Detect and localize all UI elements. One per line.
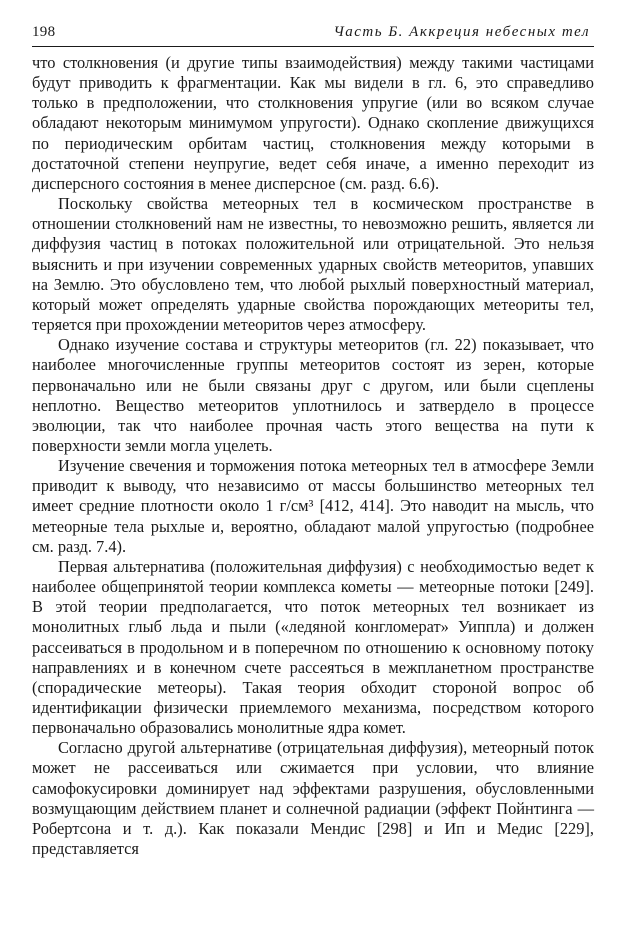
running-title: Часть Б. Аккреция небесных тел — [333, 24, 590, 40]
paragraph-continued: что столкновения (и другие типы взаимодействия) между такими частицами будут приводить к фрагментации. Как мы видели в гл. 6, это справедливо только в предположении, что столкновения упругие (или во всяком случае обладают некоторым минимумом упругости). Однако скопление движущихся по периодическим орбитам частиц, столкновения между которыми в достаточной степени неупругие, ведет себя иначе, а именно переходит из дисперсного состояния в менее дисперсное (см. разд. 6.6). — [32, 53, 594, 193]
paragraph: Первая альтернатива (положительная диффузия) с необходимостью ведет к наиболее общепринятой теории комплекса кометы — метеорные потоки [249]. В этой теории предполагается, что поток метеорных тел возникает из монолитных глыб льда и пыли («ледяной конгломерат» Уиппла) и должен рассеиваться в продольном и в поперечном по отношению к основному потоку направлениях и в конечном счете рассеяться в межпланетном пространстве (спорадические метеоры). Такая теория обходит стороной вопрос об идентификации физически приемлемого механизма, посредством которого первоначально образовались монолитные ядра комет. — [32, 556, 594, 738]
book-page — [32, 22, 594, 859]
paragraph: Изучение свечения и торможения потока метеорных тел в атмосфере Земли приводит к выводу, что независимо от массы большинство метеорных тел имеет средние плотности около 1 г/см³ [412, 414]. Это наводит на мысль, что метеорные тела рыхлые и, вероятно, обладают малой упругостью (подробнее см. разд. 7.4). — [32, 456, 594, 556]
paragraph: Согласно другой альтернативе (отрицательная диффузия), метеорный поток может не рассеиваться или сжимается при условии, что влияние самофокусировки доминирует над эффектами разрушения, обусловленными возмущающим действием планет и солнечной радиации (эффект Пойнтинга — Робертсона и т. д.). Как показали Мендис [298] и Ип и Медис [229], представляется — [32, 738, 594, 859]
paragraph: Однако изучение состава и структуры метеоритов (гл. 22) показывает, что наиболее многочисленные группы метеоритов состоят из зерен, которые первоначально или не были связаны друг с другом, или были сцеплены неплотно. Вещество метеоритов уплотнилось и затвердело в процессе эволюции, так что наиболее прочная часть этого вещества на пути к поверхности земли могла уцелеть. — [32, 335, 594, 455]
body-text — [32, 53, 594, 859]
paragraph: Поскольку свойства метеорных тел в космическом пространстве в отношении столкновений нам не известны, то невозможно решить, является ли диффузия частиц в потоках положительной или отрицательной. Это нельзя выяснить и при изучении современных ударных свойств метеоритов, упавших на Землю. Это обусловлено тем, что любой рыхлый поверхностный материал, который может определять ударные свойства порождающих метеориты тел, теряется при прохождении метеоритов через атмосферу. — [32, 194, 594, 335]
page-header — [32, 22, 594, 47]
page-number: 198 — [32, 24, 56, 40]
